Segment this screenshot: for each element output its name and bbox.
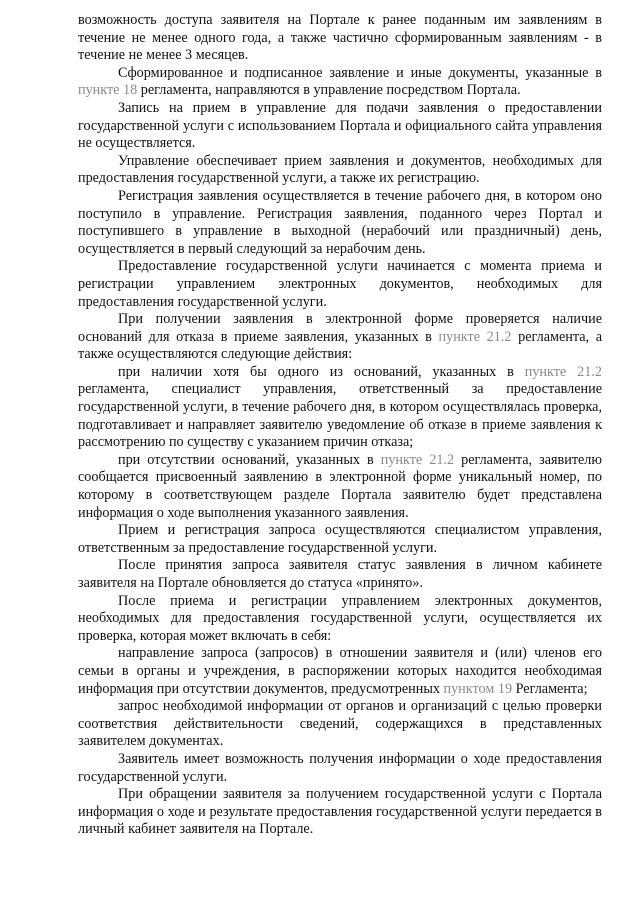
paragraph-text: Заявитель имеет возможность получения информации о ходе предоставления государственной услуги. [78, 750, 602, 785]
paragraph-text: при наличии хотя бы одного из оснований, указанных в [118, 363, 525, 380]
paragraph-text: возможность доступа заявителя на Портале к ранее поданным им заявлениям в течение не менее одного года, а также частично сформированным заявлениям - в течение не менее 3 месяцев. [78, 12, 602, 64]
paragraph-7 [78, 311, 602, 364]
paragraph-text: После приема и регистрации управлением электронных документов, необходимых для предоставления государственной услуги, осуществляется их проверка, которая может включать в себя: [78, 592, 602, 644]
paragraph-10 [78, 522, 602, 557]
paragraph-text: Регламента; [512, 680, 588, 697]
paragraph-text: регламента, заявителю сообщается присвоенный заявлению в электронной форме уникальный номер, по которому в соответствующем разделе Портала заявителю будет представлена информация о ходе выполнения указанного заявления. [78, 451, 602, 521]
paragraph-2 [78, 65, 602, 100]
paragraph-text: направление запроса (запросов) в отношении заявителя и (или) членов его семьи в органы и учреждения, в распоряжении которых находится необходимая информация при отсутствии документов, предусмотренных [78, 645, 602, 697]
paragraph-text: Управление обеспечивает прием заявления и документов, необходимых для предоставления государственной услуги, а также их регистрацию. [78, 152, 602, 187]
paragraph-text: При получении заявления в электронной форме проверяется наличие оснований для отказа в приеме заявления, указанных в [78, 311, 602, 345]
paragraph-9 [78, 452, 602, 522]
reference-link[interactable]: пунктом 19 [443, 680, 513, 697]
document-page [78, 12, 602, 839]
reference-link[interactable]: пункте 21.2 [524, 363, 602, 380]
paragraph-text: Прием и регистрация запроса осуществляются специалистом управления, ответственным за предоставление государственной услуги. [78, 522, 602, 556]
paragraph-16 [78, 786, 602, 839]
reference-link[interactable]: пункте 18 [78, 82, 138, 99]
paragraph-text: запрос необходимой информации от органов и организаций с целью проверки соответствия действительности сведений, содержащихся в представленных заявителем документах. [78, 698, 602, 750]
paragraph-12 [78, 593, 602, 646]
paragraph-3 [78, 100, 602, 153]
paragraph-text: регламента, а также осуществляются следующие действия: [78, 328, 603, 363]
paragraph-text: регламента, специалист управления, ответственный за предоставление государственной услуги, в течение рабочего дня, в котором осуществлялась проверка, подготавливает и направляет заявителю уведомление об отказе в приеме заявления к рассмотрению по существу с указанием причин отказа; [78, 381, 602, 451]
paragraph-text: После принятия запроса заявителя статус заявления в личном кабинете заявителя на Портале обновляется до статуса «принято». [78, 557, 602, 591]
paragraph-text: при отсутствии оснований, указанных в [118, 451, 381, 468]
paragraph-8 [78, 364, 602, 452]
paragraph-text: При обращении заявителя за получением государственной услуги с Портала информация о ходе и результате предоставления государственной услуги передается в личный кабинет заявителя на Портале. [78, 786, 602, 838]
paragraph-15 [78, 751, 602, 786]
paragraph-4 [78, 153, 602, 188]
paragraph-text: регламента, направляются в управление посредством Портала. [137, 82, 521, 99]
paragraph-6 [78, 258, 602, 311]
paragraph-text: Сформированное и подписанное заявление и иные документы, указанные в [118, 64, 602, 81]
paragraph-13 [78, 645, 602, 698]
paragraph-text: Предоставление государственной услуги начинается с момента приема и регистрации управлением электронных документов, необходимых для предоставления государственной услуги. [78, 258, 602, 310]
reference-link[interactable]: пункте 21.2 [438, 328, 512, 345]
reference-link[interactable]: пункте 21.2 [380, 451, 455, 468]
paragraph-text: Регистрация заявления осуществляется в течение рабочего дня, в котором оно поступило в управление. Регистрация заявления, поданного через Портал и поступившего в управление в выходной (нерабочий или праздничный) день, осуществляется в первый следующий за нерабочим день. [78, 187, 602, 257]
paragraph-11 [78, 557, 602, 592]
paragraph-1 [78, 12, 602, 65]
paragraph-5 [78, 188, 602, 258]
paragraph-text: Запись на прием в управление для подачи заявления о предоставлении государственной услуги с использованием Портала и официального сайта управления не осуществляется. [78, 99, 602, 152]
paragraph-14 [78, 698, 602, 751]
